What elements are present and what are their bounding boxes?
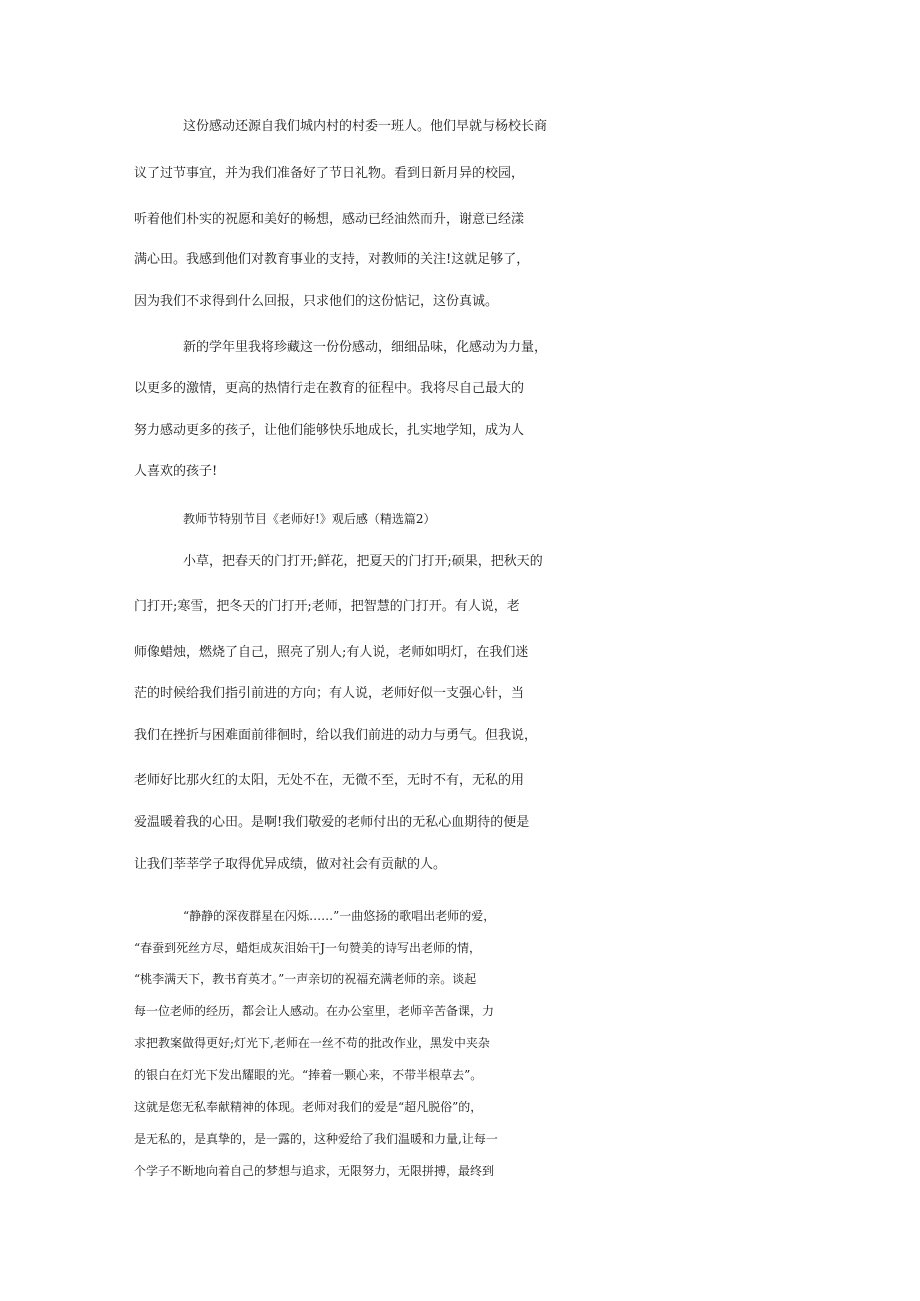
text-line: 的银白在灯光下发出耀眼的光。“捧着一颗心来，不带半根草去”。 — [134, 1068, 483, 1082]
text-line: 听着他们朴实的祝愿和美好的畅想，感动已经油然而升，谢意已经漾 — [134, 212, 525, 227]
text-line: “桃李满天下，教书育英才。”一声亲切的祝福充满老师的亲。谈起 — [134, 972, 477, 986]
text-line: 师像蜡烛，燃烧了自己，照亮了别人;有人说，老师如明灯，在我们迷 — [134, 645, 529, 660]
text-line: 门打开;寒雪，把冬天的门打开;老师，把智慧的门打开。有人说，老 — [134, 599, 520, 614]
text-line: 老师好比那火红的太阳，无处不在，无微不至，无时不有，无私的用 — [134, 773, 525, 788]
text-line: 这就是您无私奉献精神的体现。老师对我们的爱是“超凡脱俗”的， — [134, 1100, 483, 1114]
text-line: 这份感动还源自我们城内村的村委一班人。他们早就与杨校长商 — [183, 119, 548, 134]
section-title: 教师节特别节目《老师好!》观后感（精选篇2） — [183, 512, 436, 526]
text-line: 满心田。我感到他们对教育事业的支持，对教师的关注!这就足够了， — [134, 252, 530, 267]
text-line: 议了过节事宜，并为我们准备好了节日礼物。看到日新月异的校园， — [134, 166, 525, 181]
text-line: 茫的时候给我们指引前进的方向；有人说，老师好似一支强心针，当 — [134, 686, 525, 701]
text-line: 人喜欢的孩子! — [134, 464, 218, 479]
text-line: 小草，把春天的门打开;鲜花，把夏天的门打开;硕果，把秋天的 — [183, 554, 543, 569]
text-line: 我们在挫折与困难面前徘徊时，给以我们前进的动力与勇气。但我说， — [134, 728, 538, 743]
text-line: 个学子不断地向着自己的梦想与追求，无限努力，无限拼搏，最终到 — [134, 1164, 495, 1178]
text-line: 每一位老师的经历，都会让人感动。在办公室里，老师辛苦备课，力 — [134, 1004, 495, 1018]
text-line: 求把教案做得更好;灯光下,老师在一丝不苟的批改作业，黑发中夹杂 — [134, 1036, 490, 1050]
text-line: “春蚕到死丝方尽，蜡炬成灰泪始干J一句赞美的诗写出老师的情， — [134, 941, 481, 955]
text-line: 是无私的，是真挚的，是一露的，这种爱给了我们温暖和力量,让每一 — [134, 1132, 498, 1146]
text-line: 努力感动更多的孩子，让他们能够快乐地成长，扎实地学知，成为人 — [134, 423, 525, 438]
text-line: 以更多的激情，更高的热情行走在教育的征程中。我将尽自己最大的 — [134, 381, 525, 396]
text-line: 爱温暖着我的心田。是啊!我们敬爱的老师付出的无私心血期待的便是 — [134, 815, 530, 830]
text-line: 因为我们不求得到什么回报，只求他们的这份惦记，这份真诚。 — [134, 294, 499, 309]
text-line: 新的学年里我将珍藏这一份份感动，细细品味，化感动为力量， — [183, 340, 548, 355]
text-line: 让我们莘莘学子取得优异成绩，做对社会有贡献的人。 — [134, 857, 447, 872]
text-line: “静静的深夜群星在闪烁……”一曲悠扬的歌唱出老师的爱， — [183, 909, 496, 923]
